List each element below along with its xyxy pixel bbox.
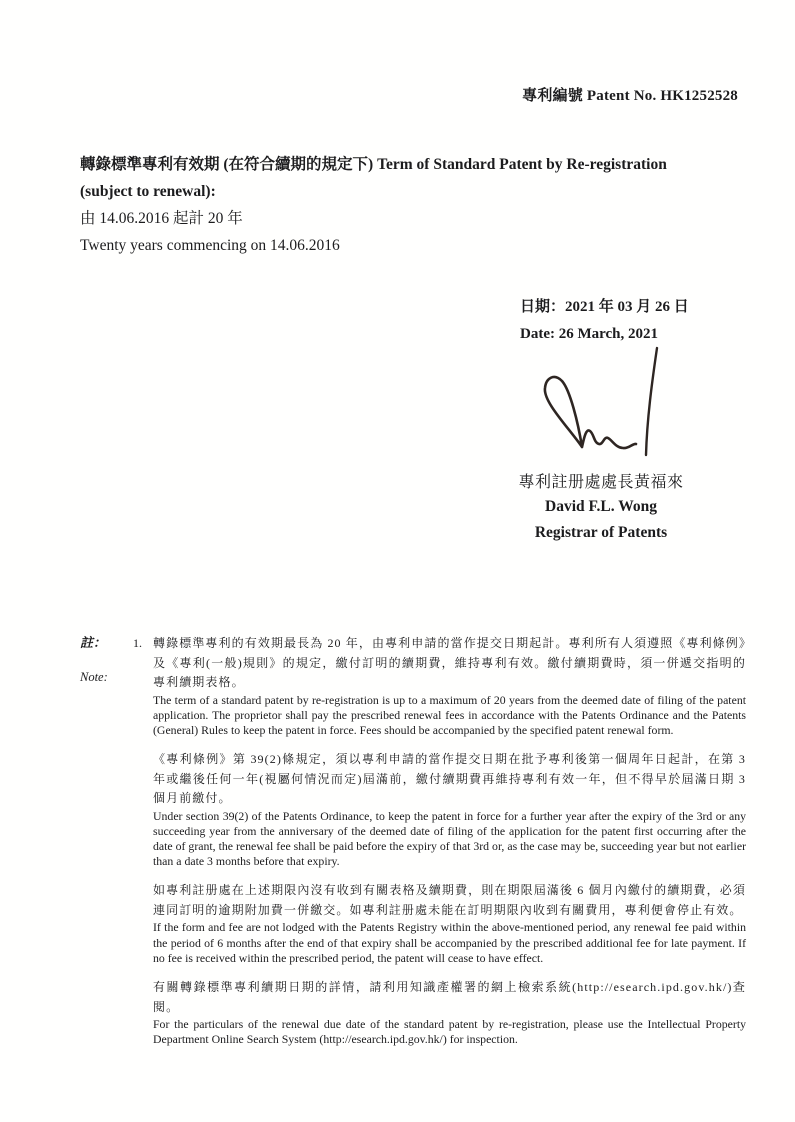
note-paragraph-4	[153, 978, 746, 1047]
note-paragraph-3-en: If the form and fee are not lodged with the Patents Registry within the above-mentioned period, any renewal fee paid within the period of 6 months after the end of that expiry shall be accompanied by the prescribed additional fee for late payment. If no fee is received within the prescribed period, the patent will cease to have effect.	[153, 920, 746, 965]
signatory-title-en: Registrar of Patents	[534, 524, 668, 541]
note-paragraph-2-zh: 《專利條例》第 39(2)條規定，須以專利申請的當作提交日期在批予專利後第一個周年日起計，在第 3 年或繼後任何一年(視屬何情況而定)屆滿前，繳付續期費再維持專利有效一年，但不得早於屆滿日期 3 個月前繳付。	[153, 752, 746, 806]
patent-number-label-zh: 專利編號	[522, 88, 583, 104]
patent-number-line	[522, 84, 738, 105]
note-paragraph-2-en: Under section 39(2) of the Patents Ordinance, to keep the patent in force for a further year after the expiry of the 3rd or any succeeding year from the anniversary of the deemed date of filing of the application for the patent first occurring after the date of grant, the renewal fee shall be paid before the expiry of that 3rd or, as the case may be, succeeding year but not earlier than a date 3 months before that expiry.	[153, 808, 746, 869]
issue-date-zh: 日期：2021 年 03 月 26 日	[520, 299, 689, 315]
title-zh: 轉錄標準專利有效期 (在符合續期的規定下)	[80, 156, 374, 173]
patent-term-en: Twenty years commencing on 14.06.2016	[80, 237, 340, 254]
notes-section	[80, 634, 746, 1047]
document-title-line2: (subject to renewal):	[80, 183, 216, 200]
document-title-line1	[80, 151, 730, 178]
signatory-title-zh: 專利註册處處長黃福來	[518, 474, 684, 491]
patent-number-value: HK1252528	[660, 88, 738, 104]
title-en: Term of Standard Patent by Re-registration	[377, 156, 667, 173]
note-paragraph-4-en: For the particulars of the renewal due date of the standard patent by re-registration, please use the Intellectual Property Department Online Search System (http://esearch.ipd.gov.hk/) for inspection.	[153, 1017, 746, 1047]
issue-date-en: Date: 26 March, 2021	[520, 326, 659, 342]
signatory-name: David F.L. Wong	[545, 498, 657, 515]
issue-date-block	[520, 294, 689, 348]
notes-label-en: Note:	[80, 670, 108, 684]
registrar-signature	[535, 344, 665, 459]
signature-icon	[535, 344, 665, 459]
note-paragraph-1-en: The term of a standard patent by re-registration is up to a maximum of 20 years from the deemed date of filing of the patent application. The proprietor shall pay the prescribed renewal fees in accordance with the Patents Ordinance and the Patents (General) Rules to keep the patent in force. Fees should be accompanied by the specified patent renewal form.	[153, 692, 746, 737]
patent-number-label-en: Patent No.	[586, 88, 657, 104]
note-paragraph-3	[153, 881, 746, 966]
note-paragraph-2	[153, 750, 746, 869]
notes-label-zh: 註：	[80, 635, 107, 650]
notes-label-column	[80, 634, 133, 686]
note-paragraph-3-zh: 如專利註册處在上述期限內沒有收到有關表格及續期費，則在期限屆滿後 6 個月內繳付的續期費，必須連同訂明的逾期附加費一併繳交。如專利註册處未能在訂明期限內收到有關費用，專利便會停止有效。	[153, 883, 746, 917]
note-paragraph-1	[153, 634, 746, 738]
signatory-block	[516, 471, 686, 546]
document-title-block	[80, 151, 730, 259]
note-paragraph-4-zh: 有關轉錄標準專利續期日期的詳情，請利用知識產權署的網上檢索系統(http://esearch.ipd.gov.hk/)查閱。	[153, 980, 746, 1014]
patent-term-zh: 由 14.06.2016 起計 20 年	[80, 210, 243, 227]
note-paragraph-1-zh: 轉錄標準專利的有效期最長為 20 年，由專利申請的當作提交日期起計。專利所有人須遵照《專利條例》及《專利(一般)規則》的規定，繳付訂明的續期費，維持專利有效。繳付續期費時，須一併遞交指明的專利續期表格。	[153, 636, 746, 689]
note-item-number: 1.	[133, 636, 142, 650]
note-item-body	[153, 634, 746, 1047]
